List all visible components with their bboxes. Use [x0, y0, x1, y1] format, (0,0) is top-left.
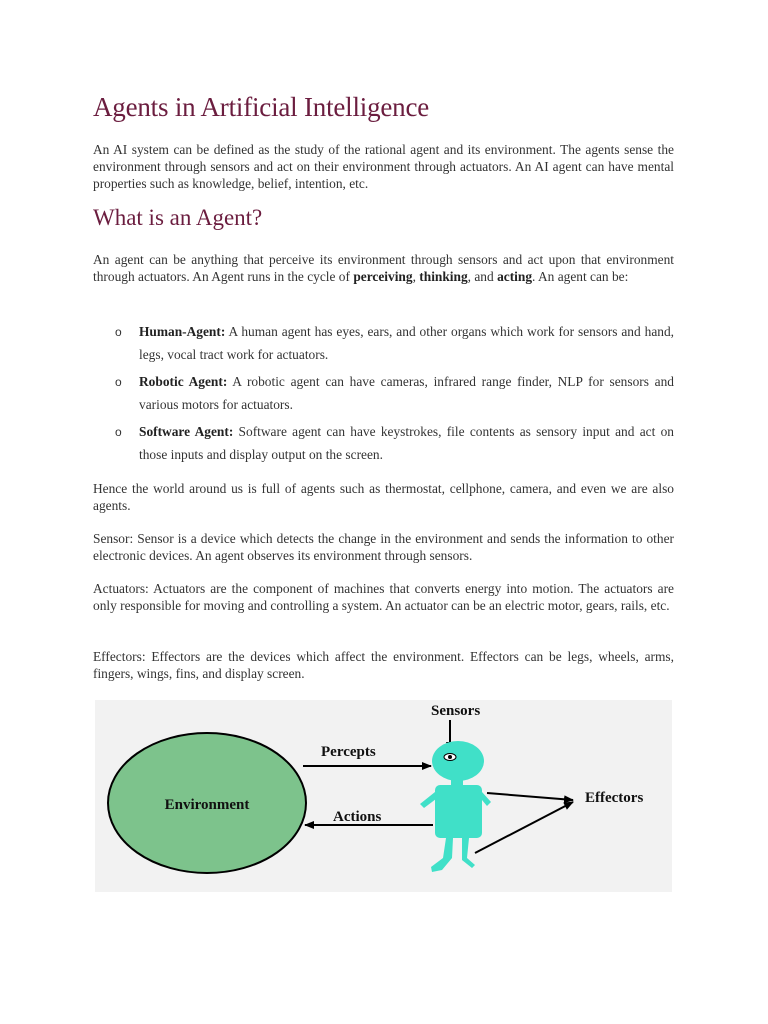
list-item — [93, 321, 674, 366]
bullet-marker: o — [115, 325, 122, 339]
sensor-paragraph: Sensor: Sensor is a device which detects the change in the environment and sends the information to other electronic devices. An agent observes its environment through sensors. — [93, 531, 674, 563]
list-item — [93, 371, 674, 416]
intro-paragraph: An AI system can be defined as the study of the rational agent and its environment. The agents sense the environment through sensors and act on their environment through actuators. An AI agent can have mental properties such as knowledge, belief, intention, etc. — [93, 142, 674, 191]
robot-figure — [420, 741, 491, 872]
diagram-svg — [95, 700, 672, 892]
term-perceiving: perceiving — [353, 269, 413, 284]
bullet-text: Software agent can have keystrokes, file contents as sensory input and act on those inputs and display output on the screen. — [139, 424, 674, 462]
bullet-label: Human-Agent: — [139, 324, 226, 339]
robot-pupil — [448, 755, 452, 759]
agent-para-after: . An agent can be: — [532, 269, 629, 284]
agent-para-sep1: , — [412, 269, 420, 284]
sensors-label: Sensors — [431, 703, 481, 719]
percepts-label: Percepts — [321, 744, 376, 760]
bullet-text: A human agent has eyes, ears, and other organs which work for sensors and hand, legs, vocal tract work for actuators. — [139, 324, 674, 362]
bullet-text: A robotic agent can have cameras, infrared range finder, NLP for sensors and various motors for actuators. — [139, 374, 674, 412]
effectors-paragraph: Effectors: Effectors are the devices which affect the environment. Effectors can be legs, wheels, arms, fingers, wings, fins, and display screen. — [93, 649, 674, 681]
actuators-paragraph: Actuators: Actuators are the component of machines that converts energy into motion. The actuators are only responsible for moving and controlling a system. An actuator can be an electric motor, gears, rails, etc. — [93, 581, 674, 613]
page-title: Agents in Artificial Intelligence — [93, 92, 430, 122]
term-thinking: thinking — [419, 269, 468, 284]
effectors-label: Effectors — [585, 790, 644, 806]
bullet-marker: o — [115, 425, 122, 439]
bullet-label: Robotic Agent: — [139, 374, 228, 389]
bullet-label: Software Agent: — [139, 424, 234, 439]
list-item — [93, 421, 674, 466]
agent-environment-diagram — [95, 700, 672, 892]
agent-definition-paragraph — [93, 251, 674, 285]
term-acting: acting — [497, 269, 533, 284]
actions-label: Actions — [333, 809, 382, 825]
bullet-marker: o — [115, 375, 122, 389]
effectors-arrow-arm — [487, 793, 573, 800]
effectors-arrow-leg — [475, 802, 573, 853]
environment-label: Environment — [164, 797, 250, 813]
agent-para-before: An agent can be anything that perceive its environment through sensors and act upon that environment through actuators. An Agent runs in the cycle of — [93, 252, 674, 284]
agent-para-sep2: , and — [467, 269, 498, 284]
section-heading: What is an Agent? — [93, 205, 263, 230]
world-paragraph: Hence the world around us is full of agents such as thermostat, cellphone, camera, and even we are also agents. — [93, 481, 674, 513]
agent-types-list — [93, 321, 674, 471]
